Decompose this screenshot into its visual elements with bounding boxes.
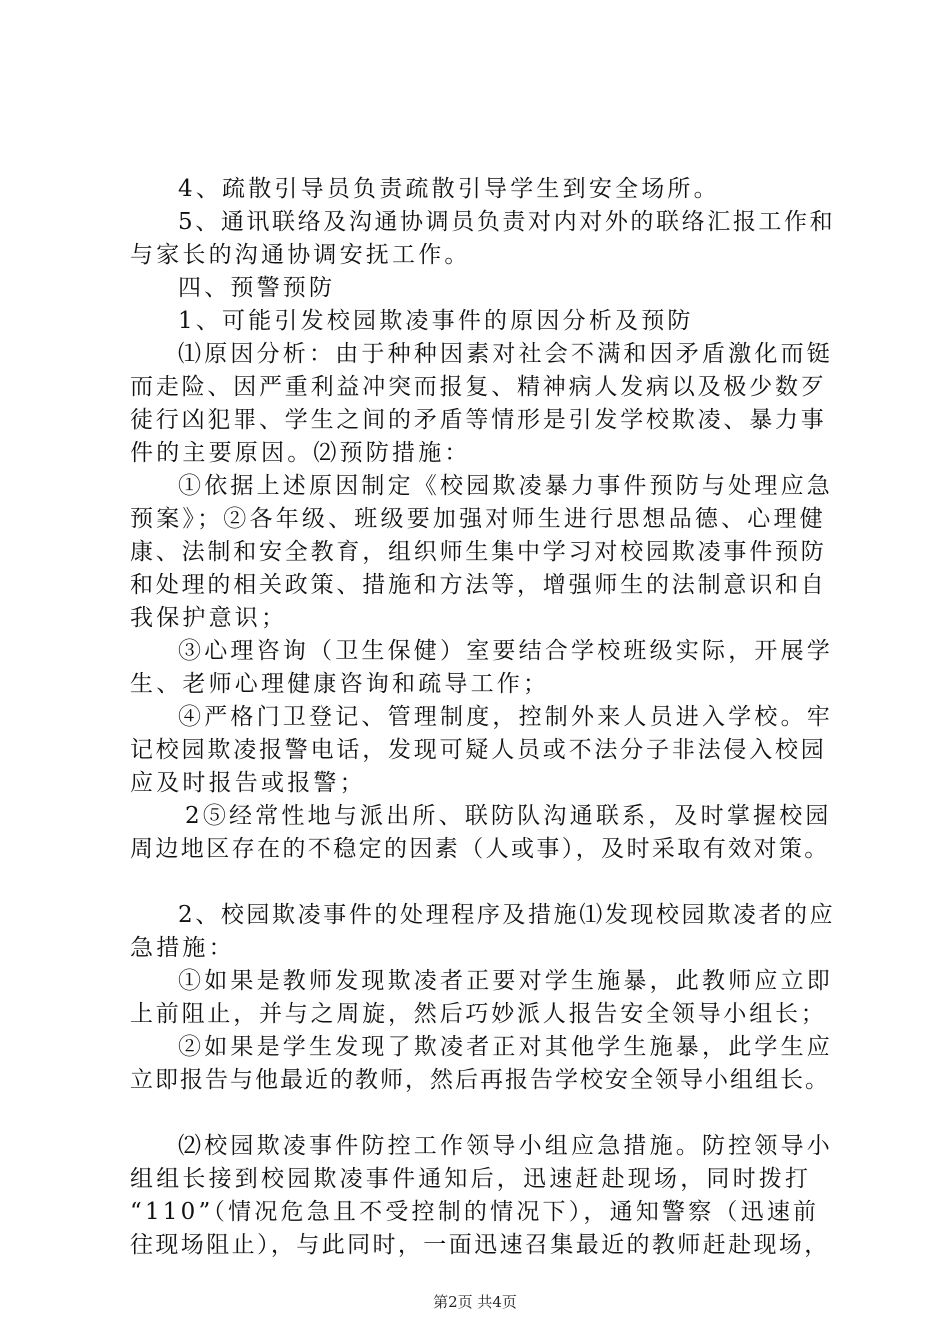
text-line: ⑴原因分析：由于种种因素对社会不满和因矛盾激化而铤 xyxy=(178,341,833,367)
text-line: 与家长的沟通协调安抚工作。 xyxy=(130,242,471,268)
text-line: 急措施： xyxy=(130,935,235,961)
text-line: 往现场阻止），与此同时，一面迅速召集最近的教师赶赴现场， xyxy=(130,1232,830,1258)
text-line: 件的主要原因。⑵预防措施： xyxy=(130,440,471,466)
text-line: 周边地区存在的不稳定的因素（人或事），及时采取有效对策。 xyxy=(130,836,830,862)
text-line: ③心理咨询（卫生保健）室要结合学校班级实际，开展学 xyxy=(178,638,833,664)
text-line: 我保护意识； xyxy=(130,605,288,631)
text-line: ⑵校园欺凌事件防控工作领导小组应急措施。防控领导小 xyxy=(178,1133,833,1159)
section-heading: 四、预警预防 xyxy=(178,275,336,301)
text-line: ①依据上述原因制定《校园欺凌暴力事件预防与处理应急 xyxy=(178,473,833,499)
text-line: 预案》；②各年级、班级要加强对师生进行思想品德、心理健 xyxy=(130,506,826,532)
text-line: “110”（情况危急且不受控制的情况下），通知警察（迅速前 xyxy=(130,1199,820,1225)
text-line: ①如果是教师发现欺凌者正要对学生施暴，此教师应立即 xyxy=(178,968,833,994)
text-line: 徒行凶犯罪、学生之间的矛盾等情形是引发学校欺凌、暴力事 xyxy=(130,407,827,433)
text-line: 康、法制和安全教育，组织师生集中学习对校园欺凌事件预防 xyxy=(130,539,827,565)
text-line: 组组长接到校园欺凌事件通知后，迅速赶赴现场，同时拨打 xyxy=(130,1166,812,1192)
text-line: ②如果是学生发现了欺凌者正对其他学生施暴，此学生应 xyxy=(178,1034,833,1060)
text-line: 记校园欺凌报警电话，发现可疑人员或不法分子非法侵入校园 xyxy=(130,737,827,763)
text-line: ④严格门卫登记、管理制度，控制外来人员进入学校。牢 xyxy=(178,704,833,730)
subsection-heading: 2、校园欺凌事件的处理程序及措施⑴发现校园欺凌者的应 xyxy=(178,902,836,928)
text-line: 应及时报告或报警； xyxy=(130,770,366,796)
subsection-heading: 1、可能引发校园欺凌事件的原因分析及预防 xyxy=(178,308,694,334)
text-line: 立即报告与他最近的教师，然后再报告学校安全领导小组组长。 xyxy=(130,1067,830,1093)
text-line: 5、通讯联络及沟通协调员负责对内对外的联络汇报工作和 xyxy=(178,209,836,235)
text-line: 2⑤经常性地与派出所、联防队沟通联系，及时掌握校园 xyxy=(185,803,832,829)
page-footer: 第2页 共4页 xyxy=(433,1293,517,1311)
text-line: 上前阻止，并与之周旋，然后巧妙派人报告安全领导小组长； xyxy=(130,1001,827,1027)
text-line: 和处理的相关政策、措施和方法等，增强师生的法制意识和自 xyxy=(130,572,827,598)
text-line: 4、疏散引导员负责疏散引导学生到安全场所。 xyxy=(178,176,720,202)
text-line: 生、老师心理健康咨询和疏导工作； xyxy=(130,671,550,697)
text-line: 而走险、因严重利益冲突而报复、精神病人发病以及极少数歹 xyxy=(130,374,827,400)
